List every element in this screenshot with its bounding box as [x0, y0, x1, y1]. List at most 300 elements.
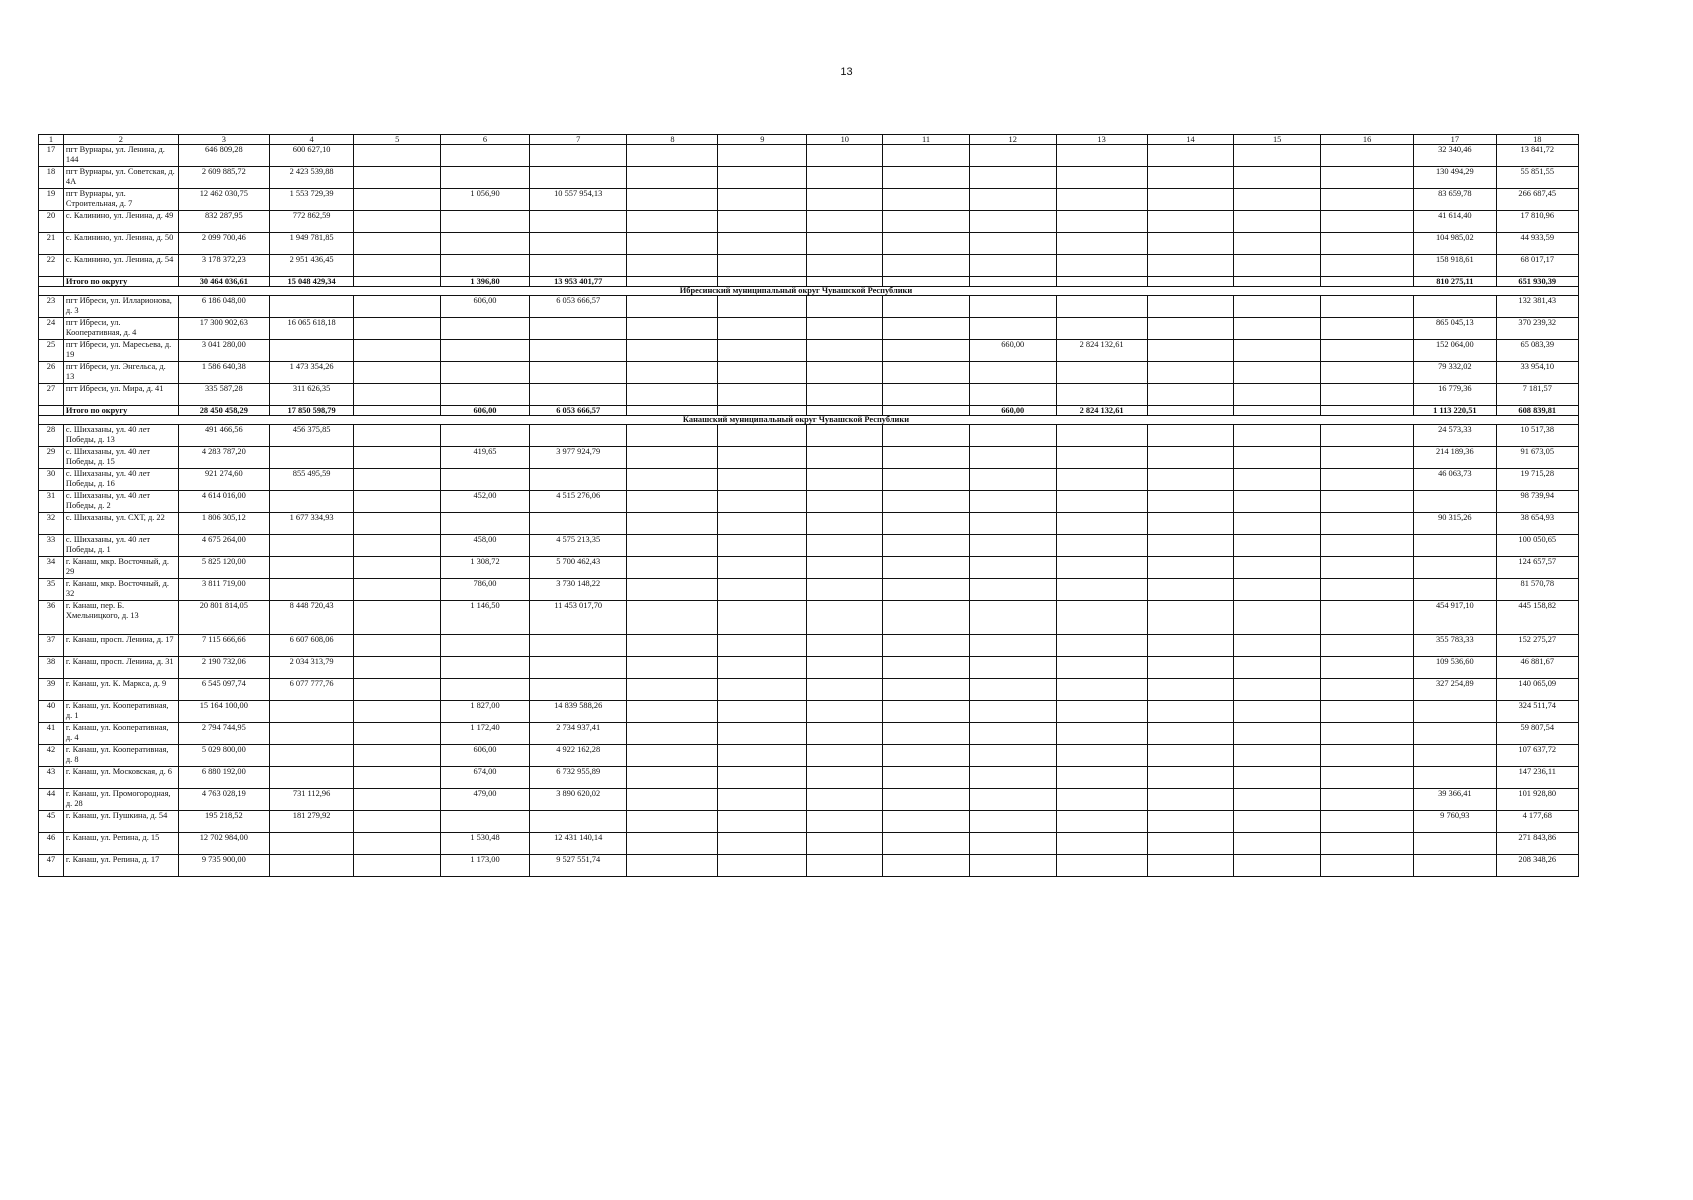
value-cell-col-9 [718, 745, 807, 767]
row-number: 42 [39, 745, 64, 767]
value-cell-col-4: 6 607 608,06 [269, 635, 354, 657]
row-number: 31 [39, 491, 64, 513]
value-cell-col-8 [627, 745, 718, 767]
value-cell-col-17: 39 366,41 [1414, 789, 1496, 811]
address-cell: г. Канаш, просп. Ленина, д. 31 [63, 657, 178, 679]
value-cell-col-8 [627, 789, 718, 811]
value-cell-col-17: 24 573,33 [1414, 425, 1496, 447]
value-cell-col-3: 6 186 048,00 [178, 296, 269, 318]
value-cell-col-17: 810 275,11 [1414, 277, 1496, 287]
value-cell-col-14 [1147, 557, 1234, 579]
value-cell-col-14 [1147, 447, 1234, 469]
row-number: 29 [39, 447, 64, 469]
value-cell-col-14 [1147, 789, 1234, 811]
table-row [39, 255, 1579, 277]
value-cell-col-17 [1414, 557, 1496, 579]
value-cell-col-9 [718, 491, 807, 513]
address-cell: с. Шихазаны, ул. 40 лет Победы, д. 16 [63, 469, 178, 491]
value-cell-col-18: 38 654,93 [1496, 513, 1578, 535]
address-cell: г. Канаш, мкр. Восточный, д. 29 [63, 557, 178, 579]
row-number: 40 [39, 701, 64, 723]
value-cell-col-15 [1234, 469, 1321, 491]
value-cell-col-5 [354, 362, 441, 384]
address-cell: с. Калинино, ул. Ленина, д. 50 [63, 233, 178, 255]
address-cell: с. Шихазаны, ул. 40 лет Победы, д. 13 [63, 425, 178, 447]
value-cell-col-17: 865 045,13 [1414, 318, 1496, 340]
value-cell-col-6 [441, 469, 530, 491]
value-cell-col-4: 16 065 618,18 [269, 318, 354, 340]
value-cell-col-3: 4 614 016,00 [178, 491, 269, 513]
value-cell-col-10 [807, 657, 883, 679]
value-cell-col-18: 81 570,78 [1496, 579, 1578, 601]
value-cell-col-7 [529, 340, 627, 362]
value-cell-col-18: 266 687,45 [1496, 189, 1578, 211]
value-cell-col-9 [718, 767, 807, 789]
value-cell-col-18: 370 239,32 [1496, 318, 1578, 340]
address-cell: пгт Вурнары, ул. Ленина, д. 144 [63, 145, 178, 167]
value-cell-col-10 [807, 211, 883, 233]
value-cell-col-4: 1 949 781,85 [269, 233, 354, 255]
value-cell-col-11 [883, 384, 970, 406]
value-cell-col-5 [354, 167, 441, 189]
value-cell-col-13 [1056, 767, 1147, 789]
value-cell-col-7: 9 527 551,74 [529, 855, 627, 877]
table-row [39, 789, 1579, 811]
value-cell-col-6: 606,00 [441, 296, 530, 318]
value-cell-col-5 [354, 723, 441, 745]
value-cell-col-9 [718, 469, 807, 491]
value-cell-col-8 [627, 557, 718, 579]
value-cell-col-10 [807, 833, 883, 855]
value-cell-col-15 [1234, 340, 1321, 362]
value-cell-col-18: 100 050,65 [1496, 535, 1578, 557]
row-number: 21 [39, 233, 64, 255]
row-number: 45 [39, 811, 64, 833]
value-cell-col-13 [1056, 491, 1147, 513]
value-cell-col-7 [529, 318, 627, 340]
value-cell-col-12 [969, 679, 1056, 701]
value-cell-col-13 [1056, 789, 1147, 811]
section-pad-right [1414, 416, 1579, 425]
value-cell-col-8 [627, 469, 718, 491]
value-cell-col-5 [354, 601, 441, 635]
value-cell-col-4: 1 677 334,93 [269, 513, 354, 535]
value-cell-col-17 [1414, 723, 1496, 745]
value-cell-col-13 [1056, 723, 1147, 745]
value-cell-col-4 [269, 767, 354, 789]
value-cell-col-18: 19 715,28 [1496, 469, 1578, 491]
value-cell-col-9 [718, 701, 807, 723]
value-cell-col-9 [718, 296, 807, 318]
address-cell: пгт Ибреси, ул. Илларионова, д. 3 [63, 296, 178, 318]
value-cell-col-18: 124 657,57 [1496, 557, 1578, 579]
value-cell-col-5 [354, 513, 441, 535]
value-cell-col-15 [1234, 745, 1321, 767]
value-cell-col-6: 1 530,48 [441, 833, 530, 855]
value-cell-col-15 [1234, 789, 1321, 811]
value-cell-col-7 [529, 167, 627, 189]
value-cell-col-4: 17 850 598,79 [269, 406, 354, 416]
value-cell-col-12 [969, 535, 1056, 557]
value-cell-col-9 [718, 557, 807, 579]
value-cell-col-4 [269, 701, 354, 723]
value-cell-col-16 [1320, 277, 1413, 287]
value-cell-col-4: 311 626,35 [269, 384, 354, 406]
value-cell-col-15 [1234, 635, 1321, 657]
value-cell-col-13 [1056, 447, 1147, 469]
value-cell-col-12 [969, 833, 1056, 855]
value-cell-col-8 [627, 211, 718, 233]
value-cell-col-5 [354, 425, 441, 447]
value-cell-col-13 [1056, 255, 1147, 277]
value-cell-col-7 [529, 469, 627, 491]
value-cell-col-12 [969, 233, 1056, 255]
value-cell-col-8 [627, 679, 718, 701]
value-cell-col-11 [883, 167, 970, 189]
value-cell-col-18: 147 236,11 [1496, 767, 1578, 789]
row-number: 36 [39, 601, 64, 635]
total-row [39, 277, 1579, 287]
value-cell-col-8 [627, 491, 718, 513]
value-cell-col-11 [883, 657, 970, 679]
value-cell-col-10 [807, 469, 883, 491]
section-title: Ибресинский муниципальный округ Чувашской Республики [178, 287, 1413, 296]
value-cell-col-7: 6 732 955,89 [529, 767, 627, 789]
value-cell-col-4: 6 077 777,76 [269, 679, 354, 701]
value-cell-col-12 [969, 277, 1056, 287]
value-cell-col-14 [1147, 811, 1234, 833]
value-cell-col-12 [969, 657, 1056, 679]
value-cell-col-6: 1 056,90 [441, 189, 530, 211]
value-cell-col-14 [1147, 189, 1234, 211]
value-cell-col-14 [1147, 657, 1234, 679]
value-cell-col-16 [1320, 145, 1413, 167]
table-row [39, 535, 1579, 557]
table-row [39, 579, 1579, 601]
value-cell-col-17: 214 189,36 [1414, 447, 1496, 469]
value-cell-col-17: 46 063,73 [1414, 469, 1496, 491]
value-cell-col-3: 4 675 264,00 [178, 535, 269, 557]
value-cell-col-11 [883, 189, 970, 211]
value-cell-col-11 [883, 833, 970, 855]
value-cell-col-10 [807, 811, 883, 833]
value-cell-col-9 [718, 233, 807, 255]
value-cell-col-8 [627, 657, 718, 679]
value-cell-col-16 [1320, 296, 1413, 318]
value-cell-col-6: 1 172,40 [441, 723, 530, 745]
value-cell-col-7 [529, 233, 627, 255]
value-cell-col-12 [969, 469, 1056, 491]
column-header-6: 6 [441, 135, 530, 145]
value-cell-col-3: 335 587,28 [178, 384, 269, 406]
value-cell-col-3: 2 099 700,46 [178, 233, 269, 255]
value-cell-col-10 [807, 557, 883, 579]
value-cell-col-11 [883, 767, 970, 789]
value-cell-col-14 [1147, 277, 1234, 287]
row-number: 23 [39, 296, 64, 318]
value-cell-col-15 [1234, 145, 1321, 167]
value-cell-col-10 [807, 767, 883, 789]
value-cell-col-5 [354, 469, 441, 491]
value-cell-col-8 [627, 362, 718, 384]
column-header-12: 12 [969, 135, 1056, 145]
value-cell-col-7: 4 922 162,28 [529, 745, 627, 767]
value-cell-col-10 [807, 723, 883, 745]
value-cell-col-10 [807, 579, 883, 601]
value-cell-col-7 [529, 211, 627, 233]
value-cell-col-11 [883, 362, 970, 384]
value-cell-col-7: 3 730 148,22 [529, 579, 627, 601]
value-cell-col-12 [969, 255, 1056, 277]
value-cell-col-14 [1147, 296, 1234, 318]
value-cell-col-12 [969, 513, 1056, 535]
value-cell-col-17: 16 779,36 [1414, 384, 1496, 406]
table-row [39, 318, 1579, 340]
value-cell-col-13 [1056, 657, 1147, 679]
value-cell-col-11 [883, 447, 970, 469]
value-cell-col-6 [441, 425, 530, 447]
value-cell-col-4 [269, 296, 354, 318]
value-cell-col-9 [718, 513, 807, 535]
value-cell-col-16 [1320, 723, 1413, 745]
value-cell-col-16 [1320, 255, 1413, 277]
value-cell-col-5 [354, 340, 441, 362]
value-cell-col-15 [1234, 362, 1321, 384]
column-header-9: 9 [718, 135, 807, 145]
value-cell-col-9 [718, 723, 807, 745]
value-cell-col-17 [1414, 745, 1496, 767]
value-cell-col-6: 606,00 [441, 745, 530, 767]
address-cell: г. Канаш, пер. Б. Хмельницкого, д. 13 [63, 601, 178, 635]
value-cell-col-10 [807, 362, 883, 384]
table-row [39, 679, 1579, 701]
column-header-10: 10 [807, 135, 883, 145]
value-cell-col-16 [1320, 833, 1413, 855]
value-cell-col-18: 91 673,05 [1496, 447, 1578, 469]
value-cell-col-17: 9 760,93 [1414, 811, 1496, 833]
value-cell-col-6 [441, 362, 530, 384]
value-cell-col-16 [1320, 789, 1413, 811]
value-cell-col-15 [1234, 833, 1321, 855]
value-cell-col-8 [627, 189, 718, 211]
column-header-5: 5 [354, 135, 441, 145]
row-number: 30 [39, 469, 64, 491]
table-row [39, 723, 1579, 745]
address-cell: г. Канаш, ул. Кооперативная, д. 8 [63, 745, 178, 767]
value-cell-col-7 [529, 425, 627, 447]
address-cell: г. Канаш, ул. Московская, д. 6 [63, 767, 178, 789]
value-cell-col-9 [718, 811, 807, 833]
value-cell-col-15 [1234, 189, 1321, 211]
value-cell-col-10 [807, 535, 883, 557]
value-cell-col-7: 13 953 401,77 [529, 277, 627, 287]
value-cell-col-16 [1320, 340, 1413, 362]
section-heading-row [39, 416, 1579, 425]
value-cell-col-8 [627, 277, 718, 287]
value-cell-col-14 [1147, 535, 1234, 557]
value-cell-col-8 [627, 535, 718, 557]
value-cell-col-12 [969, 811, 1056, 833]
value-cell-col-15 [1234, 167, 1321, 189]
value-cell-col-10 [807, 855, 883, 877]
column-header-8: 8 [627, 135, 718, 145]
value-cell-col-3: 30 464 036,61 [178, 277, 269, 287]
value-cell-col-3: 7 115 666,66 [178, 635, 269, 657]
value-cell-col-12 [969, 723, 1056, 745]
value-cell-col-12 [969, 189, 1056, 211]
value-cell-col-7: 11 453 017,70 [529, 601, 627, 635]
address-cell: г. Канаш, ул. Репина, д. 15 [63, 833, 178, 855]
value-cell-col-9 [718, 579, 807, 601]
address-cell: с. Шихазаны, ул. 40 лет Победы, д. 1 [63, 535, 178, 557]
table-row [39, 167, 1579, 189]
value-cell-col-10 [807, 384, 883, 406]
value-cell-col-13 [1056, 189, 1147, 211]
row-number: 37 [39, 635, 64, 657]
value-cell-col-3: 195 218,52 [178, 811, 269, 833]
value-cell-col-9 [718, 167, 807, 189]
value-cell-col-14 [1147, 145, 1234, 167]
value-cell-col-17: 79 332,02 [1414, 362, 1496, 384]
value-cell-col-14 [1147, 233, 1234, 255]
value-cell-col-5 [354, 579, 441, 601]
value-cell-col-8 [627, 811, 718, 833]
column-header-16: 16 [1320, 135, 1413, 145]
address-cell: г. Канаш, ул. Промогородная, д. 28 [63, 789, 178, 811]
value-cell-col-17 [1414, 579, 1496, 601]
value-cell-col-18: 101 928,80 [1496, 789, 1578, 811]
value-cell-col-13 [1056, 384, 1147, 406]
value-cell-col-15 [1234, 701, 1321, 723]
value-cell-col-6: 674,00 [441, 767, 530, 789]
section-pad-left [39, 416, 179, 425]
value-cell-col-11 [883, 557, 970, 579]
value-cell-col-7: 4 575 213,35 [529, 535, 627, 557]
value-cell-col-5 [354, 145, 441, 167]
value-cell-col-4: 2 951 436,45 [269, 255, 354, 277]
value-cell-col-16 [1320, 167, 1413, 189]
value-cell-col-3: 491 466,56 [178, 425, 269, 447]
value-cell-col-3: 3 811 719,00 [178, 579, 269, 601]
value-cell-col-5 [354, 277, 441, 287]
address-cell: с. Шихазаны, ул. 40 лет Победы, д. 2 [63, 491, 178, 513]
value-cell-col-6 [441, 145, 530, 167]
value-cell-col-15 [1234, 211, 1321, 233]
value-cell-col-16 [1320, 189, 1413, 211]
value-cell-col-18: 651 930,39 [1496, 277, 1578, 287]
value-cell-col-12 [969, 447, 1056, 469]
value-cell-col-11 [883, 723, 970, 745]
value-cell-col-15 [1234, 723, 1321, 745]
value-cell-col-11 [883, 491, 970, 513]
value-cell-col-18: 208 348,26 [1496, 855, 1578, 877]
value-cell-col-3: 6 880 192,00 [178, 767, 269, 789]
value-cell-col-18: 271 843,86 [1496, 833, 1578, 855]
value-cell-col-6: 458,00 [441, 535, 530, 557]
row-number: 39 [39, 679, 64, 701]
address-cell: с. Калинино, ул. Ленина, д. 49 [63, 211, 178, 233]
value-cell-col-10 [807, 679, 883, 701]
value-cell-col-13 [1056, 745, 1147, 767]
row-number [39, 277, 64, 287]
value-cell-col-16 [1320, 425, 1413, 447]
value-cell-col-11 [883, 579, 970, 601]
value-cell-col-3: 17 300 902,63 [178, 318, 269, 340]
value-cell-col-4: 8 448 720,43 [269, 601, 354, 635]
value-cell-col-17 [1414, 855, 1496, 877]
value-cell-col-13 [1056, 513, 1147, 535]
value-cell-col-17 [1414, 296, 1496, 318]
value-cell-col-18: 17 810,96 [1496, 211, 1578, 233]
row-number: 47 [39, 855, 64, 877]
value-cell-col-10 [807, 255, 883, 277]
address-cell: пгт Ибреси, ул. Кооперативная, д. 4 [63, 318, 178, 340]
value-cell-col-15 [1234, 491, 1321, 513]
value-cell-col-14 [1147, 491, 1234, 513]
value-cell-col-10 [807, 513, 883, 535]
value-cell-col-6 [441, 811, 530, 833]
value-cell-col-16 [1320, 447, 1413, 469]
value-cell-col-15 [1234, 447, 1321, 469]
value-cell-col-3: 28 450 458,29 [178, 406, 269, 416]
value-cell-col-6: 1 308,72 [441, 557, 530, 579]
value-cell-col-6: 1 827,00 [441, 701, 530, 723]
column-header-14: 14 [1147, 135, 1234, 145]
value-cell-col-18: 608 839,81 [1496, 406, 1578, 416]
table-row [39, 513, 1579, 535]
section-heading-row [39, 287, 1579, 296]
value-cell-col-13 [1056, 469, 1147, 491]
value-cell-col-9 [718, 145, 807, 167]
value-cell-col-6 [441, 340, 530, 362]
value-cell-col-8 [627, 318, 718, 340]
value-cell-col-14 [1147, 855, 1234, 877]
value-cell-col-8 [627, 425, 718, 447]
value-cell-col-11 [883, 277, 970, 287]
value-cell-col-13 [1056, 679, 1147, 701]
value-cell-col-16 [1320, 601, 1413, 635]
value-cell-col-16 [1320, 318, 1413, 340]
value-cell-col-18: 10 517,38 [1496, 425, 1578, 447]
column-header-1: 1 [39, 135, 64, 145]
value-cell-col-3: 5 825 120,00 [178, 557, 269, 579]
value-cell-col-4: 772 862,59 [269, 211, 354, 233]
value-cell-col-3: 6 545 097,74 [178, 679, 269, 701]
value-cell-col-14 [1147, 701, 1234, 723]
table-row [39, 362, 1579, 384]
value-cell-col-14 [1147, 745, 1234, 767]
value-cell-col-10 [807, 318, 883, 340]
value-cell-col-7: 6 053 666,57 [529, 406, 627, 416]
value-cell-col-6: 452,00 [441, 491, 530, 513]
value-cell-col-14 [1147, 723, 1234, 745]
value-cell-col-18: 33 954,10 [1496, 362, 1578, 384]
value-cell-col-15 [1234, 535, 1321, 557]
table-row [39, 447, 1579, 469]
value-cell-col-17 [1414, 833, 1496, 855]
value-cell-col-12 [969, 145, 1056, 167]
value-cell-col-5 [354, 384, 441, 406]
value-cell-col-7 [529, 513, 627, 535]
value-cell-col-6: 419,65 [441, 447, 530, 469]
value-cell-col-11 [883, 406, 970, 416]
value-cell-col-5 [354, 855, 441, 877]
value-cell-col-12 [969, 855, 1056, 877]
value-cell-col-8 [627, 167, 718, 189]
value-cell-col-17: 104 985,02 [1414, 233, 1496, 255]
value-cell-col-17: 152 064,00 [1414, 340, 1496, 362]
value-cell-col-11 [883, 469, 970, 491]
